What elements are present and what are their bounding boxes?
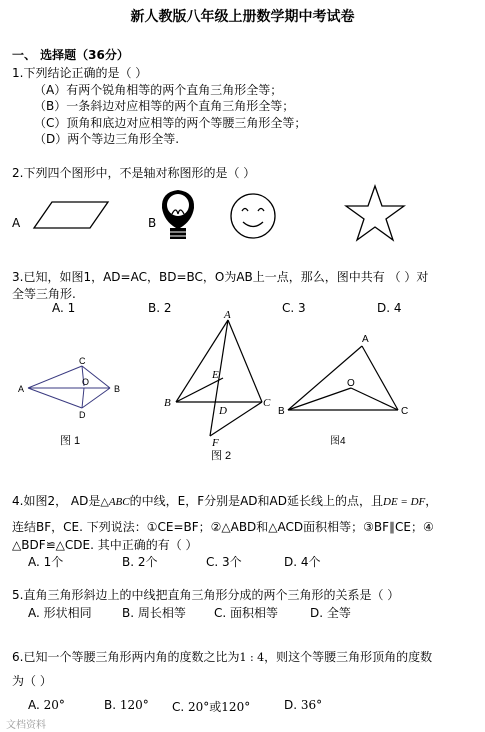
q6-line1-b: ，则这个等腰三角形顶角的度数	[264, 650, 433, 664]
q6-line1-a: 6.已知一个等腰三角形两内角的度数之比为	[12, 650, 240, 664]
q2-stem: 2.下列四个图形中，不是轴对称图形的是（ ）	[12, 166, 256, 180]
fig1-label-d: D	[79, 410, 86, 420]
figure-2	[176, 320, 262, 436]
q3-option-b: B. 2	[148, 301, 172, 315]
q6-option-b	[104, 698, 149, 712]
q6-option-d	[284, 698, 322, 712]
q5-stem: 5.直角三角形斜边上的中线把直角三角形分成的两个三角形的关系是（ ）	[12, 588, 400, 602]
q6-option-c-value: 20°或120°	[188, 700, 251, 714]
fig2-label-d: D	[219, 405, 227, 417]
q6-option-a	[28, 698, 65, 712]
q6-option-c	[172, 698, 250, 715]
fig2-label-b: B	[164, 397, 171, 409]
q4-equation: DE = DF	[383, 496, 426, 508]
fig2-label-e: E	[212, 369, 219, 381]
fig4-label-a: A	[362, 334, 369, 345]
fig2-caption: 图 2	[211, 450, 232, 462]
q4-option-b: B. 2个	[122, 555, 158, 569]
watermark: 文档资料	[6, 720, 46, 731]
q3-option-c: C. 3	[282, 301, 306, 315]
q1-option-a: （A）有两个锐角相等的两个直角三角形全等；	[34, 83, 283, 97]
q4-line1-c: ，	[425, 494, 438, 508]
fig4-label-c: C	[401, 406, 409, 417]
q4-triangle-abc: △ABC	[100, 496, 130, 508]
q5-option-d: D. 全等	[310, 606, 351, 620]
fig1-label-o: O	[82, 377, 90, 387]
fig2-label-a: A	[224, 309, 231, 321]
q4-line1-b: 的中线，E，F分别是AD和AD延长线上的点，且	[129, 494, 383, 508]
q4-line1	[12, 492, 437, 509]
q6-option-c-label: C.	[172, 700, 185, 714]
q6-option-a-value: 20°	[43, 698, 65, 712]
q6-option-a-label: A.	[28, 698, 40, 712]
q3-line1: 3.已知，如图1，AD=AC，BD=BC，O为AB上一点，那么，图中共有 （ ）对	[12, 270, 429, 284]
q6-option-b-label: B.	[104, 698, 117, 712]
q6-line1	[12, 648, 432, 665]
q6-ratio: 1 : 4	[239, 651, 265, 664]
q5-option-c: C. 面积相等	[214, 606, 279, 620]
q3-option-a: A. 1	[52, 301, 76, 315]
fig1-label-c: C	[79, 356, 86, 366]
q6-option-d-label: D.	[284, 698, 298, 712]
q4-option-a: A. 1个	[28, 555, 64, 569]
q6-line2: 为（ ）	[12, 674, 52, 688]
q1-option-d: （D）两个等边三角形全等.	[34, 132, 180, 146]
q2-label-a: A	[12, 216, 21, 230]
q1-option-c: （C）顶角和底边对应相等的两个等腰三角形全等；	[34, 116, 307, 130]
fig2-label-f: F	[212, 437, 219, 449]
page-title: 新人教版八年级上册数学期中考试卷	[130, 9, 355, 25]
q2-label-b: B	[148, 216, 157, 230]
q4-line2: 连结BF，CE. 下列说法：①CE=BF；②△ABD和△ACD面积相等；③BF∥CE；④	[12, 520, 434, 534]
q6-option-b-value: 120°	[119, 698, 149, 712]
figure-4	[288, 346, 398, 410]
fig1-label-b: B	[114, 384, 121, 394]
fig1-label-a: A	[18, 384, 25, 394]
q4-option-d: D. 4个	[284, 555, 321, 569]
section-heading: 一、 选择题（36分）	[12, 48, 129, 62]
q3-option-d: D. 4	[377, 301, 402, 315]
q3-line2: 全等三角形.	[12, 287, 76, 301]
q1-option-b: （B）一条斜边对应相等的两个直角三角形全等；	[34, 99, 295, 113]
fig4-label-b: B	[278, 406, 285, 417]
q1-stem: 1.下列结论正确的是（ ）	[12, 66, 148, 80]
figure-1	[28, 366, 110, 408]
fig4-label-o: O	[347, 378, 355, 389]
q5-option-b: B. 周长相等	[122, 606, 186, 620]
fig2-label-c: C	[263, 397, 271, 409]
q5-option-a: A. 形状相同	[28, 606, 92, 620]
q4-line1-a: 4.如图2， AD是	[12, 494, 101, 508]
q4-option-c: C. 3个	[206, 555, 242, 569]
q4-line3: △BDF≌△CDE. 其中正确的有（ ）	[12, 538, 198, 552]
q6-option-d-value: 36°	[300, 698, 323, 712]
fig4-caption: 图4	[330, 436, 346, 447]
fig1-caption: 图 1	[60, 435, 81, 447]
